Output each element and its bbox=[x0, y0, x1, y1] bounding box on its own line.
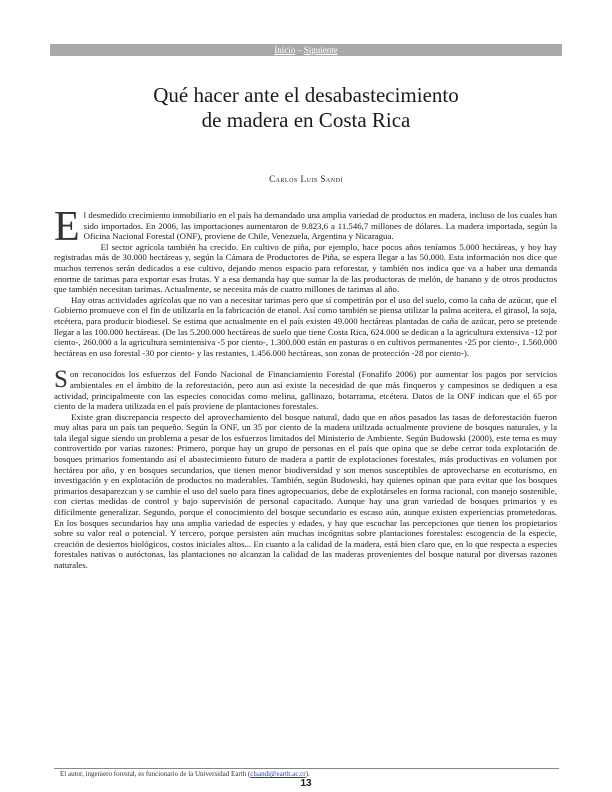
paragraph-1 bbox=[54, 204, 557, 250]
footnote-divider bbox=[54, 768, 559, 769]
paragraph-4 bbox=[54, 366, 557, 412]
drop-cap-e: E bbox=[54, 204, 80, 250]
paragraph-4-text: on reconocidos los esfuerzos del Fondo Nacional de Financiamiento Forestal (Fonafifo 2006) por aumentar los pagos por servicios ambientales en el ámbito de la reforestación, pero aun así existe la necesidad de que más finqueros y campesinos se dediquen a esa actividad, principalmente con las especies conocidas como melina, gallinazo, botarrama, etcétera. Datos de la ONF indican que el 65 por ciento de la madera utilizada en el país proviene de plantaciones forestales. bbox=[54, 369, 557, 412]
navigation-bar bbox=[50, 44, 562, 56]
paragraph-2: El sector agrícola también ha crecido. En cultivo de piña, por ejemplo, hace pocos años teníamos 5.000 hectáreas, y hoy hay registradas más de 30.000 hectáreas y, según la Cámara de Productores de Piña, se espera llegar a las 50.000. Esta información nos dice que muchos terrenos serán dedicados a ese cultivo, dejando menos espacio para reforestar, y también nos indica que va a haber una demanda enorme de tarimas para exportar esas frutas. Y a esa demanda hay que sumar la de las productoras de melón, de banano y de otros productos que también necesitan tarimas. Actualmente, se necesita más de cuatro millones de tarimas al año. bbox=[54, 241, 557, 295]
author-name: Carlos Luis Sandí bbox=[269, 174, 343, 184]
inicio-link[interactable]: Inicio bbox=[274, 45, 296, 55]
title-line-1: Qué hacer ante el desabastecimiento bbox=[153, 83, 459, 107]
paragraph-1-text: l desmedido crecimiento inmobiliario en el país ha demandado una amplia variedad de productos en madera, incluso de los cuales han sido importados. En 2006, las importaciones aumentaron de 9.823,6 a 11.546,7 millones de dólares. La madera importada, según la Oficina Nacional Forestal (ONF), proviene de Chile, Venezuela, Argentina y Nicaragua. bbox=[83, 210, 557, 242]
article-body bbox=[54, 204, 557, 571]
author-email-link[interactable]: clsandi@earth.ac.cr bbox=[250, 770, 306, 778]
paragraph-5: Existe gran discrepancia respecto del aprovechamiento del bosque natural, dado que en años pasados las tasas de deforestación fueron muy altas para un país tan pequeño. Según la ONF, un 35 por ciento de la madera utilizada actualmente proviene de bosques naturales, y la tala ilegal sigue siendo un problema a pesar de los esfuerzos limitados del Ministerio de Ambiente. Según Budowski (2000), este tema es muy controvertido por varias razones: Primero, porque hay un grupo de personas en el país que opina que se debe cerrar toda explotación de bosques primarios fomentando así el abastecimiento futuro de madera a partir de explotaciones forestales, más productivas en volumen por hectárea por año, y en bosques secundarios, que tienen menor biodiversidad y son menos susceptibles de aprovecharse en ecoturismo, en investigación y en explotación de productos no maderables. También, según Budowski, hay quienes opinan que para evitar que los bosques primarios desaparezcan y se cambie el uso del suelo para fines agropecuarios, debe de explotárseles en forma racional, con manejo sostenible, con ciertas medidas de control y bajo supervisión de personal capacitado. Aunque hay una gran variedad de bosques primarios y es difícilmente generalizar. Segundo, porque el conocimiento del bosque secundario es escaso aún, aunque existen experiencias prometedoras. En los bosques secundarios hay una amplia variedad de especies y edades, y hay que escuchar las percepciones que tienen los propietarios sobre su valor real o potencial. Y tercero, porque persisten aún muchas incógnitas sobre plantaciones forestales: escogencia de la especie, creación de desiertos biológicos, costos iniciales altos... En cuanto a la calidad de la madera, está bien claro que, en lo que respecta a especies forestales nativas o autóctonas, las plantaciones no alcanzan la calidad de las maderas provenientes del bosque natural por diversas razones naturales. bbox=[54, 411, 557, 570]
footnote-text: El autor, ingeniero forestal, es funcionario de la Universidad Earth ( bbox=[60, 770, 251, 778]
page-number: 13 bbox=[300, 778, 312, 789]
paragraph-3: Hay otras actividades agrícolas que no van a necesitar tarimas pero que sí competirán por el uso del suelo, como la caña de azúcar, que el Gobierno promueve con el fin de utilizarla en la fabricación de etanol. Así como también se piensa utilizar la palma aceitera, el girasol, la soja, etcétera, para producir biodiesel. Se estima que actualmente en el país existen 49.000 hectáreas plantadas de caña de azúcar, pero se pretende llegar a las 100.000 hectáreas. (De las 5.200.000 hectáreas de suelo que tiene Costa Rica, 624.000 se dedican a la agricultura extensiva -12 por ciento-, 260.000 a la agricultura semintensiva -5 por ciento-, 1.300.000 están en pasturas o en cultivos permanentes -25 por ciento-, 1.560.000 hectáreas en uso forestal -30 por ciento- y las restantes, 1.456.000 hectáreas, son zonas de protección -28 por ciento-). bbox=[54, 294, 557, 358]
drop-cap-s: S bbox=[54, 366, 68, 394]
siguiente-link[interactable]: Siguiente bbox=[303, 45, 338, 55]
article-title bbox=[0, 83, 612, 133]
nav-separator: – bbox=[297, 45, 302, 55]
footnote-close: ). bbox=[305, 770, 310, 778]
title-line-2: de madera en Costa Rica bbox=[201, 108, 411, 132]
footnote bbox=[60, 770, 310, 778]
